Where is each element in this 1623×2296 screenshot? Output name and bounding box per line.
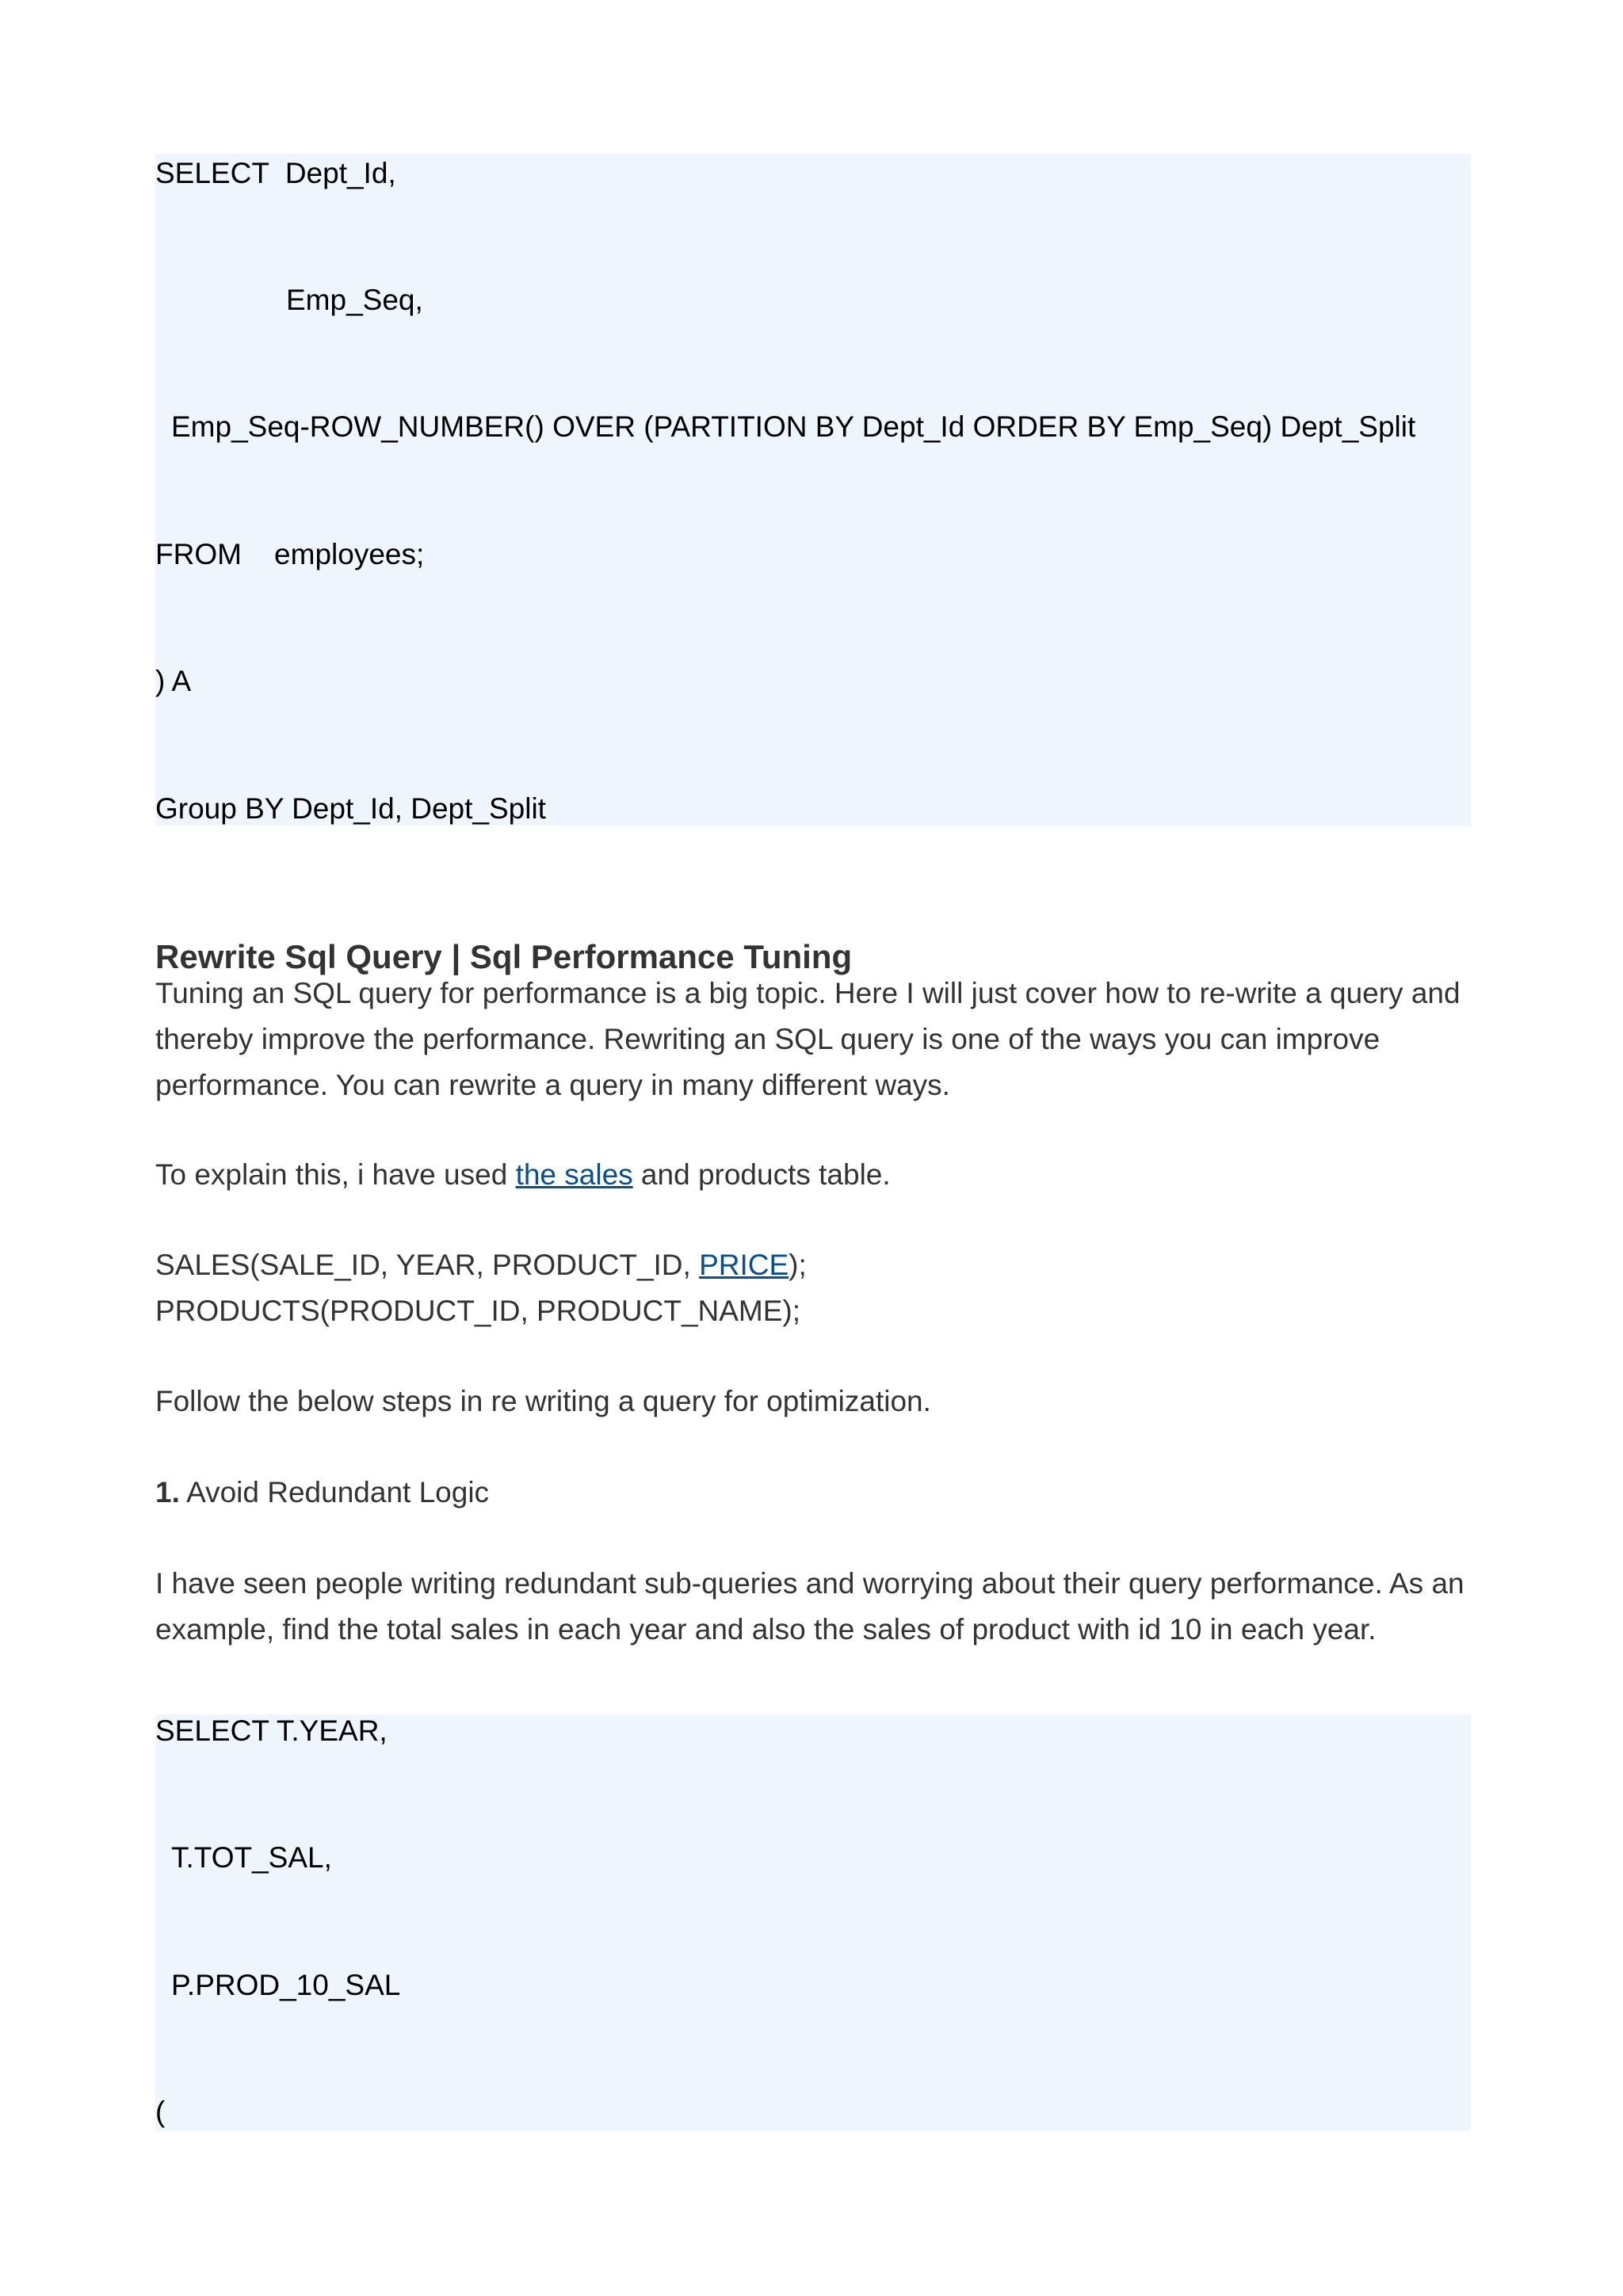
code-line: SELECT T.YEAR, <box>155 1714 388 1747</box>
schema-paragraph <box>155 1242 1487 1334</box>
code-line: Group BY Dept_Id, Dept_Split <box>155 792 546 825</box>
step-1-heading <box>155 1470 1487 1516</box>
step-label: Avoid Redundant Logic <box>179 1476 490 1508</box>
price-link[interactable]: PRICE <box>699 1249 789 1281</box>
paragraph-line: Tuning an SQL query for performance is a big topic. Here I will just cover how to re-write a query and <box>155 977 1461 1009</box>
code-line: SELECT Dept_Id, <box>155 157 396 189</box>
code-line: ) A <box>155 665 192 697</box>
paragraph-line: example, find the total sales in each year and also the sales of product with id 10 in each year. <box>155 1613 1377 1646</box>
code-line: Emp_Seq, <box>286 284 423 316</box>
code-line: P.PROD_10_SAL <box>171 1969 401 2001</box>
paragraph-line: I have seen people writing redundant sub-queries and worrying about their query performance. As an <box>155 1567 1465 1600</box>
explain-text-after: and products table. <box>632 1158 891 1191</box>
sales-schema-end: ); <box>789 1249 807 1281</box>
paragraph-line: thereby improve the performance. Rewriting an SQL query is one of the ways you can improve <box>155 1023 1381 1055</box>
code-block-year-sales <box>155 1714 1471 2131</box>
explain-paragraph <box>155 1152 1487 1198</box>
the-sales-link[interactable]: the sales <box>515 1158 633 1191</box>
sales-schema-line <box>155 1242 1487 1288</box>
follow-paragraph <box>155 1379 1487 1425</box>
redundant-paragraph <box>155 1561 1487 1653</box>
paragraph-line <box>155 1470 1487 1516</box>
explain-text-before: To explain this, i have used <box>155 1158 516 1191</box>
products-schema-line: PRODUCTS(PRODUCT_ID, PRODUCT_NAME); <box>155 1295 801 1327</box>
paragraph-line: Follow the below steps in re writing a query for optimization. <box>155 1385 931 1417</box>
intro-paragraph <box>155 971 1487 1108</box>
code-line: FROM employees; <box>155 538 425 570</box>
step-number: 1. <box>155 1476 180 1508</box>
paragraph-line <box>155 1152 1487 1198</box>
code-line: ( <box>155 2096 166 2128</box>
code-line: T.TOT_SAL, <box>171 1841 332 1874</box>
code-block-dept-split <box>155 154 1471 826</box>
paragraph-line: performance. You can rewrite a query in many different ways. <box>155 1069 950 1101</box>
article-heading: Rewrite Sql Query | Sql Performance Tuning <box>155 938 853 975</box>
code-line: Emp_Seq-ROW_NUMBER() OVER (PARTITION BY Dept_Id ORDER BY Emp_Seq) Dept_Split <box>171 410 1416 443</box>
sales-schema-text: SALES(SALE_ID, YEAR, PRODUCT_ID, <box>155 1249 700 1281</box>
